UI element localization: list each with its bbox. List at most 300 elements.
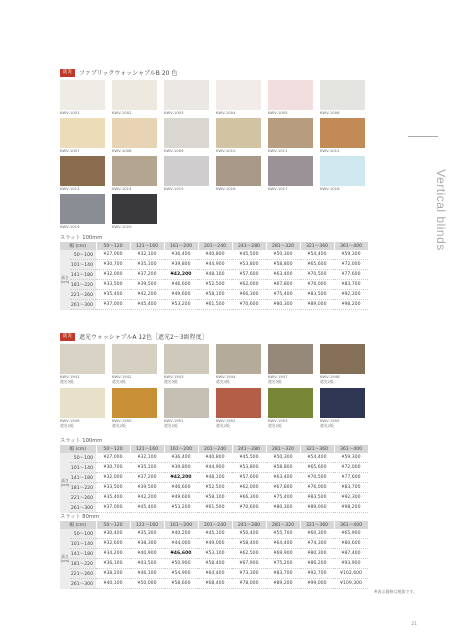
price-cell: ¥53,200 (164, 300, 198, 310)
price-cell: ¥67,800 (266, 280, 300, 290)
swatch-code: KWV-1014 (112, 186, 132, 191)
price-cell: ¥35,400 (96, 493, 130, 503)
swatch-light-grade: 遮光3級 (60, 378, 74, 384)
price-cell: ¥99,000 (300, 579, 334, 589)
price-cell: ¥66,300 (232, 290, 266, 300)
height-row-header: 50～100 (70, 529, 96, 539)
price-cell: ¥59,300 (334, 453, 368, 463)
price-cell: ¥69,900 (266, 549, 300, 559)
swatch-item (320, 80, 365, 118)
side-title-text: Vertical blinds (434, 169, 448, 251)
height-row-header: 261～300 (70, 579, 96, 589)
height-row-header: 221～260 (70, 493, 96, 503)
price-cell: ¥27,000 (96, 453, 130, 463)
price-cell: ¥60,300 (300, 529, 334, 539)
height-row-header: 181～220 (70, 280, 96, 290)
fabric-swatch (164, 118, 209, 148)
price-cell: ¥58,100 (198, 290, 232, 300)
table-row (60, 250, 368, 260)
height-row-header: 181～220 (70, 483, 96, 493)
width-column-header: 121～160 (130, 242, 164, 250)
price-cell: ¥37,000 (96, 300, 130, 310)
swatch-code: KWV-1011 (268, 148, 288, 153)
price-cell: ¥42,200 (164, 270, 198, 280)
swatch-item (112, 194, 157, 232)
swatch-item (60, 118, 105, 156)
swatch-item (320, 344, 365, 388)
price-cell: ¥80,600 (334, 539, 368, 549)
table-corner-header: 幅 (cm) (60, 445, 96, 453)
price-cell: ¥32,600 (96, 539, 130, 549)
price-cell: ¥44,900 (198, 463, 232, 473)
swatch-light-grade: 遮光2級 (268, 422, 282, 428)
swatch-light-grade: 遮光2級 (320, 422, 334, 428)
price-cell: ¥40,900 (130, 549, 164, 559)
fabric-swatch (268, 344, 313, 374)
fabric-swatch (216, 344, 261, 374)
price-cell: ¥75,400 (266, 290, 300, 300)
height-row-header: 141～180 (70, 473, 96, 483)
price-cell: ¥36,100 (96, 559, 130, 569)
price-cell: ¥65,600 (300, 260, 334, 270)
price-cell: ¥70,600 (232, 300, 266, 310)
table-row (60, 539, 368, 549)
price-cell: ¥32,100 (130, 250, 164, 260)
swatch-item (216, 388, 261, 432)
price-cell: ¥72,000 (334, 463, 368, 473)
swatch-light-grade: 遮光2級 (164, 422, 178, 428)
fabric-swatch (60, 156, 105, 186)
fabric-swatch (320, 156, 365, 186)
fabric-swatch (60, 194, 105, 224)
price-cell: ¥33,500 (96, 483, 130, 493)
section2-tag: 防炎 (60, 333, 75, 341)
table-row (60, 260, 368, 270)
width-column-header: 281～320 (266, 521, 300, 529)
swatch-code: KWV-1944 (216, 374, 236, 379)
width-column-header: 321～360 (300, 521, 334, 529)
price-cell: ¥62,000 (232, 280, 266, 290)
price-cell: ¥58,100 (198, 493, 232, 503)
swatch-item (164, 388, 209, 432)
price-cell: ¥40,200 (164, 529, 198, 539)
price-cell: ¥72,000 (334, 260, 368, 270)
width-column-header: 201～240 (198, 242, 232, 250)
swatch-code: KWV-1012 (320, 148, 340, 153)
price-cell: ¥75,200 (266, 559, 300, 569)
price-cell: ¥75,400 (266, 493, 300, 503)
width-column-header: 241～280 (232, 445, 266, 453)
height-row-header: 50～100 (70, 250, 96, 260)
table-row (60, 493, 368, 503)
swatch-item (112, 344, 157, 388)
price-cell: ¥83,700 (334, 483, 368, 493)
price-cell: ¥92,300 (334, 290, 368, 300)
swatch-light-grade: 遮光2級 (320, 378, 334, 384)
price-cell: ¥50,300 (266, 250, 300, 260)
width-column-header: 50～120 (96, 242, 130, 250)
price-cell: ¥68,400 (198, 579, 232, 589)
price-cell: ¥45,400 (130, 503, 164, 513)
price-cell: ¥38,300 (130, 539, 164, 549)
swatch-code: KWV-1013 (60, 186, 80, 191)
tax-note: ※表示価格は税抜です。 (373, 589, 417, 594)
price-cell: ¥62,000 (232, 483, 266, 493)
height-row-header: 261～300 (70, 503, 96, 513)
swatch-code: KWV-1020 (112, 224, 132, 229)
width-column-header: 161～200 (164, 521, 198, 529)
width-column-header: 281～320 (266, 242, 300, 250)
price-cell: ¥62,500 (232, 549, 266, 559)
fabric-swatch (268, 80, 313, 110)
width-column-header: 241～280 (232, 521, 266, 529)
height-axis-label: 高さ(cm) (60, 529, 70, 589)
page-number: 21 (411, 622, 417, 627)
swatch-code: KWV-1948 (320, 374, 340, 379)
table-corner-header: 幅 (cm) (60, 242, 96, 250)
fabric-swatch (320, 344, 365, 374)
swatch-item (112, 118, 157, 156)
price-cell: ¥109,300 (334, 579, 368, 589)
height-row-header: 221～260 (70, 290, 96, 300)
swatch-item (60, 388, 105, 432)
height-axis-label: 高さ(cm) (60, 250, 70, 310)
price-cell: ¥53,100 (198, 549, 232, 559)
swatch-item (268, 156, 313, 194)
section2-price-table-80mm (60, 521, 369, 589)
price-cell: ¥38,200 (96, 569, 130, 579)
section1-title: ファブリックウォッシャブルB 20 色 (79, 70, 178, 77)
width-column-header: 50～120 (96, 445, 130, 453)
section2-swatch-grid (60, 344, 365, 432)
fabric-swatch (216, 118, 261, 148)
price-cell: ¥58,800 (266, 463, 300, 473)
price-cell: ¥70,500 (300, 473, 334, 483)
swatch-item (60, 344, 105, 388)
price-cell: ¥64,400 (266, 539, 300, 549)
swatch-code: KWV-1005 (268, 110, 288, 115)
section1-price-table (60, 242, 369, 310)
price-cell: ¥37,200 (130, 473, 164, 483)
price-cell: ¥36,400 (164, 453, 198, 463)
fabric-swatch (112, 388, 157, 418)
price-cell: ¥92,300 (334, 493, 368, 503)
price-cell: ¥46,100 (130, 569, 164, 579)
price-cell: ¥52,500 (198, 280, 232, 290)
swatch-code: KWV-1015 (164, 186, 184, 191)
price-cell: ¥46,600 (164, 280, 198, 290)
price-cell: ¥30,400 (96, 529, 130, 539)
price-cell: ¥86,200 (300, 559, 334, 569)
price-cell: ¥83,700 (266, 569, 300, 579)
price-cell: ¥102,600 (334, 569, 368, 579)
price-cell: ¥80,300 (300, 549, 334, 559)
width-column-header: 361～400 (334, 242, 368, 250)
swatch-code: KWV-1019 (60, 224, 80, 229)
fabric-swatch (112, 344, 157, 374)
fabric-swatch (112, 118, 157, 148)
price-cell: ¥63,400 (266, 270, 300, 280)
fabric-swatch (164, 388, 209, 418)
height-row-header: 101～140 (70, 463, 96, 473)
width-column-header: 121～160 (130, 521, 164, 529)
swatch-code: KWV-1006 (320, 110, 340, 115)
swatch-item (164, 80, 209, 118)
height-row-header: 181～220 (70, 559, 96, 569)
price-cell: ¥66,300 (232, 493, 266, 503)
swatch-code: KWV-1941 (60, 374, 80, 379)
width-column-header: 361～400 (334, 521, 368, 529)
fabric-swatch (60, 388, 105, 418)
price-cell: ¥78,000 (232, 579, 266, 589)
fabric-swatch (268, 118, 313, 148)
swatch-item (164, 344, 209, 388)
price-cell: ¥37,000 (96, 503, 130, 513)
swatch-code: KWV-1001 (60, 110, 80, 115)
price-cell: ¥35,300 (130, 529, 164, 539)
price-cell: ¥58,400 (198, 559, 232, 569)
swatch-item (320, 118, 365, 156)
section1-tag: 防炎 (60, 69, 75, 77)
section2-title: 遮光ウォッシャブルA 12色［遮光2～3級程度］ (79, 334, 208, 341)
fabric-swatch (112, 194, 157, 224)
price-cell: ¥58,800 (266, 260, 300, 270)
price-cell: ¥55,700 (266, 529, 300, 539)
price-cell: ¥35,100 (130, 463, 164, 473)
price-cell: ¥61,500 (198, 503, 232, 513)
height-row-header: 101～140 (70, 260, 96, 270)
price-cell: ¥98,200 (334, 503, 368, 513)
table-row (60, 280, 368, 290)
price-cell: ¥67,800 (266, 483, 300, 493)
width-column-header: 201～240 (198, 445, 232, 453)
swatch-code: KWV-1955 (320, 418, 340, 423)
price-cell: ¥65,600 (300, 463, 334, 473)
swatch-item (60, 194, 105, 232)
fabric-swatch (164, 344, 209, 374)
price-cell: ¥61,500 (198, 300, 232, 310)
swatch-code: KWV-1008 (112, 148, 132, 153)
price-cell: ¥42,200 (130, 290, 164, 300)
fabric-swatch (320, 388, 365, 418)
price-cell: ¥52,500 (198, 483, 232, 493)
price-cell: ¥67,900 (232, 559, 266, 569)
fabric-swatch (60, 118, 105, 148)
section2-header (60, 332, 208, 341)
fabric-swatch (164, 80, 209, 110)
table-row (60, 503, 368, 513)
swatch-light-grade: 遮光3級 (216, 378, 230, 384)
width-column-header: 361～400 (334, 445, 368, 453)
swatch-light-grade: 遮光3級 (164, 378, 178, 384)
price-cell: ¥43,500 (130, 559, 164, 569)
price-cell: ¥45,400 (130, 300, 164, 310)
price-cell: ¥89,000 (300, 503, 334, 513)
section2-price-table-100mm (60, 445, 369, 513)
price-cell: ¥54,400 (300, 453, 334, 463)
fabric-swatch (216, 156, 261, 186)
swatch-code: KWV-1016 (216, 186, 236, 191)
price-cell: ¥49,000 (198, 539, 232, 549)
price-cell: ¥58,400 (232, 539, 266, 549)
price-cell: ¥53,800 (232, 463, 266, 473)
swatch-code: KWV-1010 (216, 148, 236, 153)
swatch-code: KWV-1953 (268, 418, 288, 423)
swatch-item (60, 80, 105, 118)
price-cell: ¥65,900 (334, 529, 368, 539)
price-cell: ¥45,500 (232, 453, 266, 463)
section1-swatch-grid (60, 80, 365, 232)
price-cell: ¥76,000 (300, 280, 334, 290)
width-column-header: 281～320 (266, 445, 300, 453)
table-row (60, 290, 368, 300)
swatch-item (268, 344, 313, 388)
swatch-code: KWV-1004 (216, 110, 236, 115)
table-row (60, 529, 368, 539)
price-cell: ¥39,800 (164, 260, 198, 270)
price-cell: ¥57,600 (232, 270, 266, 280)
fabric-swatch (320, 80, 365, 110)
price-cell: ¥50,000 (130, 579, 164, 589)
fabric-swatch (268, 156, 313, 186)
swatch-item (268, 80, 313, 118)
fabric-swatch (320, 118, 365, 148)
price-cell: ¥89,000 (300, 300, 334, 310)
swatch-item (268, 118, 313, 156)
price-cell: ¥49,600 (164, 493, 198, 503)
fabric-swatch (112, 156, 157, 186)
width-column-header: 121～160 (130, 445, 164, 453)
swatch-code: KWV-1017 (268, 186, 288, 191)
swatch-code: KWV-1018 (320, 186, 340, 191)
swatch-item (216, 156, 261, 194)
price-cell: ¥40,800 (198, 250, 232, 260)
price-cell: ¥50,400 (232, 529, 266, 539)
price-cell: ¥39,500 (130, 483, 164, 493)
table-row (60, 483, 368, 493)
price-cell: ¥63,400 (266, 473, 300, 483)
price-cell: ¥80,300 (266, 503, 300, 513)
price-cell: ¥48,100 (198, 473, 232, 483)
height-axis-label: 高さ(cm) (60, 453, 70, 513)
price-cell: ¥39,800 (164, 463, 198, 473)
swatch-code: KWV-1952 (216, 418, 236, 423)
table-row (60, 463, 368, 473)
price-cell: ¥33,500 (96, 280, 130, 290)
table-corner-header: 幅 (cm) (60, 521, 96, 529)
fabric-swatch (268, 388, 313, 418)
swatch-code: KWV-1942 (112, 374, 132, 379)
fabric-swatch (164, 156, 209, 186)
price-cell: ¥54,400 (300, 250, 334, 260)
width-column-header: 161～200 (164, 445, 198, 453)
swatch-code: KWV-1002 (112, 110, 132, 115)
price-cell: ¥32,100 (130, 453, 164, 463)
price-cell: ¥89,200 (266, 579, 300, 589)
table-row (60, 579, 368, 589)
price-cell: ¥53,200 (164, 503, 198, 513)
price-cell: ¥30,700 (96, 463, 130, 473)
price-cell: ¥48,100 (198, 270, 232, 280)
table-row (60, 270, 368, 280)
swatch-item (112, 156, 157, 194)
height-row-header: 101～140 (70, 539, 96, 549)
swatch-item (164, 118, 209, 156)
price-cell: ¥77,600 (334, 270, 368, 280)
swatch-code: KWV-1950 (112, 418, 132, 423)
price-cell: ¥50,300 (266, 453, 300, 463)
price-cell: ¥37,200 (130, 270, 164, 280)
width-column-header: 321～360 (300, 445, 334, 453)
price-cell: ¥77,600 (334, 473, 368, 483)
height-row-header: 261～300 (70, 300, 96, 310)
height-row-header: 50～100 (70, 453, 96, 463)
price-cell: ¥64,400 (198, 569, 232, 579)
width-column-header: 50～120 (96, 521, 130, 529)
price-cell: ¥80,300 (266, 300, 300, 310)
table-row (60, 473, 368, 483)
table-row (60, 569, 368, 579)
price-cell: ¥45,100 (198, 529, 232, 539)
fabric-swatch (60, 80, 105, 110)
price-cell: ¥34,200 (96, 549, 130, 559)
height-row-header: 141～180 (70, 270, 96, 280)
swatch-code: KWV-1003 (164, 110, 184, 115)
swatch-code: KWV-1951 (164, 418, 184, 423)
price-cell: ¥35,400 (96, 290, 130, 300)
swatch-item (216, 118, 261, 156)
price-cell: ¥59,300 (334, 250, 368, 260)
price-cell: ¥50,900 (164, 559, 198, 569)
swatch-item (216, 344, 261, 388)
width-column-header: 161～200 (164, 242, 198, 250)
swatch-light-grade: 遮光2級 (60, 422, 74, 428)
swatch-code: KWV-1949 (60, 418, 80, 423)
width-column-header: 201～240 (198, 521, 232, 529)
swatch-code: KWV-1947 (268, 374, 288, 379)
price-cell: ¥70,600 (232, 503, 266, 513)
price-cell: ¥74,300 (300, 539, 334, 549)
table-row (60, 300, 368, 310)
price-cell: ¥36,400 (164, 250, 198, 260)
swatch-code: KWV-1007 (60, 148, 80, 153)
section2-table1-label: スラット 100mm (60, 438, 103, 444)
price-cell: ¥46,600 (164, 483, 198, 493)
height-row-header: 221～260 (70, 569, 96, 579)
price-cell: ¥46,600 (164, 549, 198, 559)
table-row (60, 559, 368, 569)
price-cell: ¥32,000 (96, 270, 130, 280)
price-cell: ¥73,300 (232, 569, 266, 579)
price-cell: ¥92,700 (300, 569, 334, 579)
section1-header (60, 68, 177, 77)
side-title (431, 140, 451, 280)
swatch-light-grade: 遮光2級 (112, 422, 126, 428)
price-cell: ¥83,500 (300, 493, 334, 503)
swatch-item (112, 388, 157, 432)
fabric-swatch (112, 80, 157, 110)
table-row (60, 453, 368, 463)
section2-table2-label: スラット 80mm (60, 514, 100, 520)
price-cell: ¥44,000 (164, 539, 198, 549)
fabric-swatch (60, 344, 105, 374)
section1-table1-label: スラット 100mm (60, 235, 103, 241)
swatch-item (164, 156, 209, 194)
price-cell: ¥42,200 (130, 493, 164, 503)
price-cell: ¥30,700 (96, 260, 130, 270)
price-cell: ¥58,600 (164, 579, 198, 589)
price-cell: ¥57,600 (232, 473, 266, 483)
